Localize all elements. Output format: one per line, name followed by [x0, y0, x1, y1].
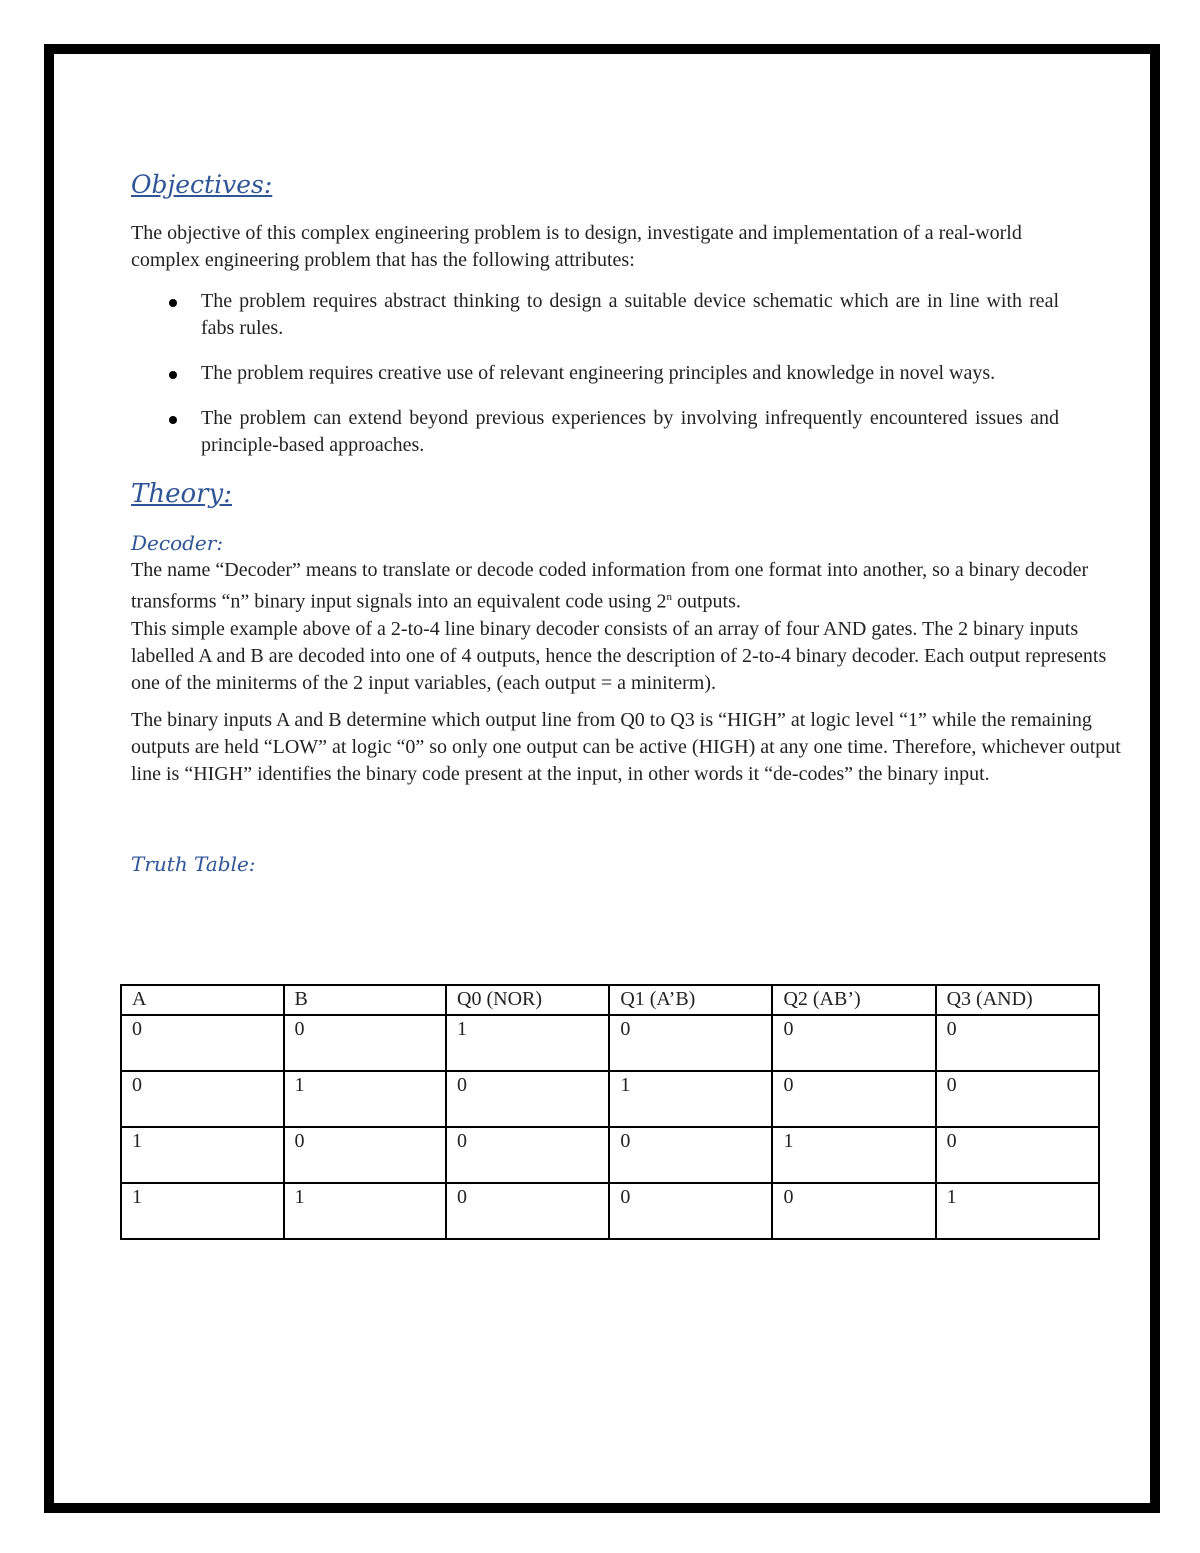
table-cell: 0	[446, 1127, 609, 1183]
list-item: The problem requires abstract thinking to design a suitable device schematic which are in line with real fabs rules.	[131, 288, 1059, 342]
decoder-paragraph-2: This simple example above of a 2-to-4 line binary decoder consists of an array of four AND gates. The 2 binary inputs labelled A and B are decoded into one of 4 outputs, hence the description of 2-to-4 binary decoder. Each output represents one of the miniterms of the 2 input variables, (each output = a miniterm).	[131, 617, 1107, 694]
objectives-list	[131, 288, 1131, 459]
table-cell: 1	[284, 1071, 447, 1127]
table-cell: 1	[121, 1183, 284, 1239]
table-cell: 1	[772, 1127, 935, 1183]
table-header-cell: Q0 (NOR)	[446, 985, 609, 1015]
bullet-icon	[169, 416, 177, 424]
table-cell: 0	[772, 1183, 935, 1239]
table-cell: 0	[772, 1071, 935, 1127]
table-cell: 0	[772, 1015, 935, 1071]
table-header-cell: Q3 (AND)	[936, 985, 1099, 1015]
table-cell: 0	[284, 1015, 447, 1071]
decoder-paragraph-1: The name “Decoder” means to translate or decode coded information from one format into another, so a binary decoder transforms “n” binary input signals into an equivalent code using 2$^n$ outputs.	[131, 559, 1089, 613]
table-cell: 0	[121, 1071, 284, 1127]
theory-heading: Theory:	[131, 479, 233, 509]
table-row	[121, 1071, 1099, 1127]
table-cell: 0	[609, 1015, 772, 1071]
table-cell: 1	[446, 1015, 609, 1071]
table-cell: 0	[446, 1183, 609, 1239]
table-cell: 0	[446, 1071, 609, 1127]
table-cell: 1	[936, 1183, 1099, 1239]
table-cell: 0	[609, 1127, 772, 1183]
table-header-cell: B	[284, 985, 447, 1015]
objectives-heading: Objectives:	[131, 170, 273, 199]
decoder-heading: Decoder:	[131, 531, 224, 555]
table-cell: 1	[121, 1127, 284, 1183]
table-cell: 1	[609, 1071, 772, 1127]
decoder-paragraph-3: The binary inputs A and B determine which output line from Q0 to Q3 is “HIGH” at logic level “1” while the remaining outputs are held “LOW” at logic “0” so only one output can be active (HIGH) at any one time. Therefore, whichever output line is “HIGH” identifies the binary code present at the input, in other words it “de-codes” the binary input.	[131, 708, 1121, 785]
table-cell: 1	[284, 1183, 447, 1239]
list-item: The problem requires creative use of relevant engineering principles and knowledge in novel ways.	[131, 360, 1059, 387]
table-header-cell: Q2 (AB’)	[772, 985, 935, 1015]
objectives-intro: The objective of this complex engineering problem is to design, investigate and implementation of a real-world complex engineering problem that has the following attributes:	[131, 222, 1022, 271]
table-header-cell: Q1 (A’B)	[609, 985, 772, 1015]
table-cell: 0	[936, 1015, 1099, 1071]
table-cell: 0	[609, 1183, 772, 1239]
table-header-row	[121, 985, 1099, 1015]
table-cell: 0	[936, 1127, 1099, 1183]
document-content	[131, 168, 1131, 878]
table-cell: 0	[284, 1127, 447, 1183]
list-item: The problem can extend beyond previous experiences by involving infrequently encountered issues and principle-based approaches.	[131, 405, 1059, 459]
table-row	[121, 1183, 1099, 1239]
truth-table	[120, 984, 1100, 1240]
bullet-icon	[169, 371, 177, 379]
bullet-icon	[169, 299, 177, 307]
table-row	[121, 1015, 1099, 1071]
table-header-cell: A	[121, 985, 284, 1015]
table-cell: 0	[936, 1071, 1099, 1127]
decoder-section	[131, 529, 1131, 788]
table-cell: 0	[121, 1015, 284, 1071]
table-row	[121, 1127, 1099, 1183]
truth-table-heading: Truth Table:	[131, 851, 256, 876]
